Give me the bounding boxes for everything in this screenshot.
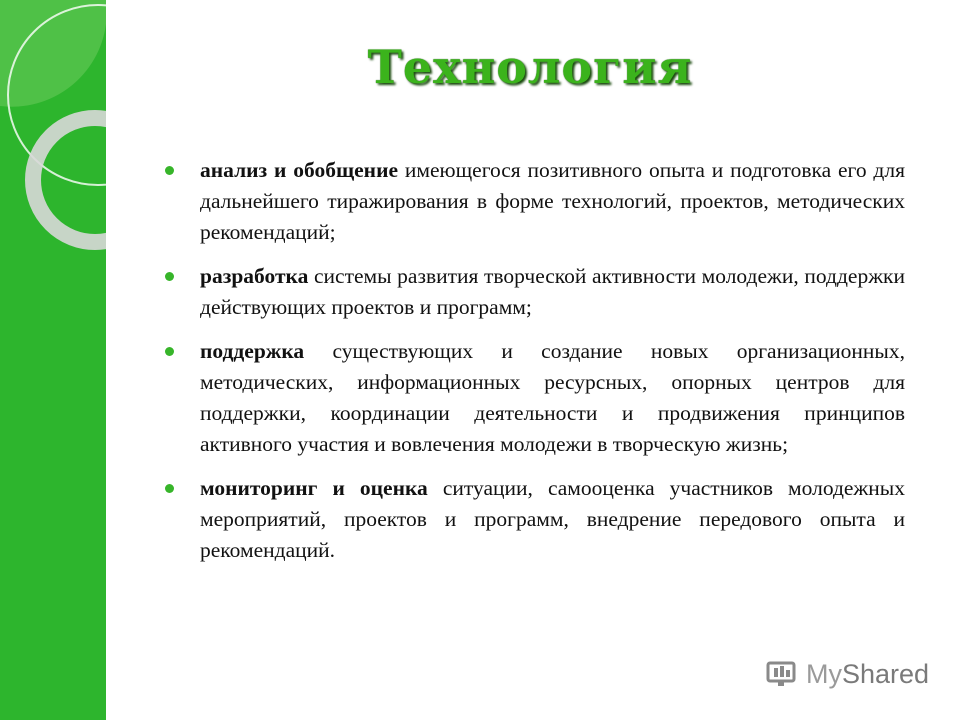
bullet-icon bbox=[165, 484, 174, 493]
bullet-icon bbox=[165, 347, 174, 356]
myshared-logo-icon bbox=[766, 659, 800, 689]
list-item bbox=[160, 336, 905, 460]
item-text: системы развития творческой активности молодежи, поддержки действующих проектов и программ; bbox=[200, 264, 905, 319]
logo-my-text: My bbox=[806, 658, 842, 689]
item-keyword: анализ и обобщение bbox=[200, 158, 399, 182]
decorative-circles-icon bbox=[0, 0, 106, 720]
list-item bbox=[160, 473, 905, 566]
bullet-list bbox=[160, 155, 905, 579]
item-text: имеющегося позитивного опыта и подготовка его для дальнейшего тиражирования в форме технологий, проектов, методических рекомендаций; bbox=[200, 158, 905, 244]
list-item bbox=[160, 155, 905, 248]
item-keyword: мониторинг и оценка bbox=[200, 476, 428, 500]
watermark-logo bbox=[766, 654, 929, 694]
decorative-sidebar bbox=[0, 0, 106, 720]
item-keyword: поддержка bbox=[200, 339, 305, 363]
item-keyword: разработка bbox=[200, 264, 309, 288]
bullet-icon bbox=[165, 166, 174, 175]
item-text: ситуации, самооценка участников молодежных мероприятий, проектов и программ, внедрение передового опыта и рекомендаций. bbox=[200, 476, 905, 562]
list-item bbox=[160, 261, 905, 323]
bullet-icon bbox=[165, 272, 174, 281]
item-text: существующих и создание новых организационных, методических, информационных ресурсных, опорных центров для поддержки, координации деятельности и продвижения принципов активного участия и вовлечения молодежи в творческую жизнь; bbox=[200, 339, 905, 456]
logo-shared-text: Shared bbox=[842, 658, 930, 689]
page-title: Технология bbox=[367, 40, 693, 94]
